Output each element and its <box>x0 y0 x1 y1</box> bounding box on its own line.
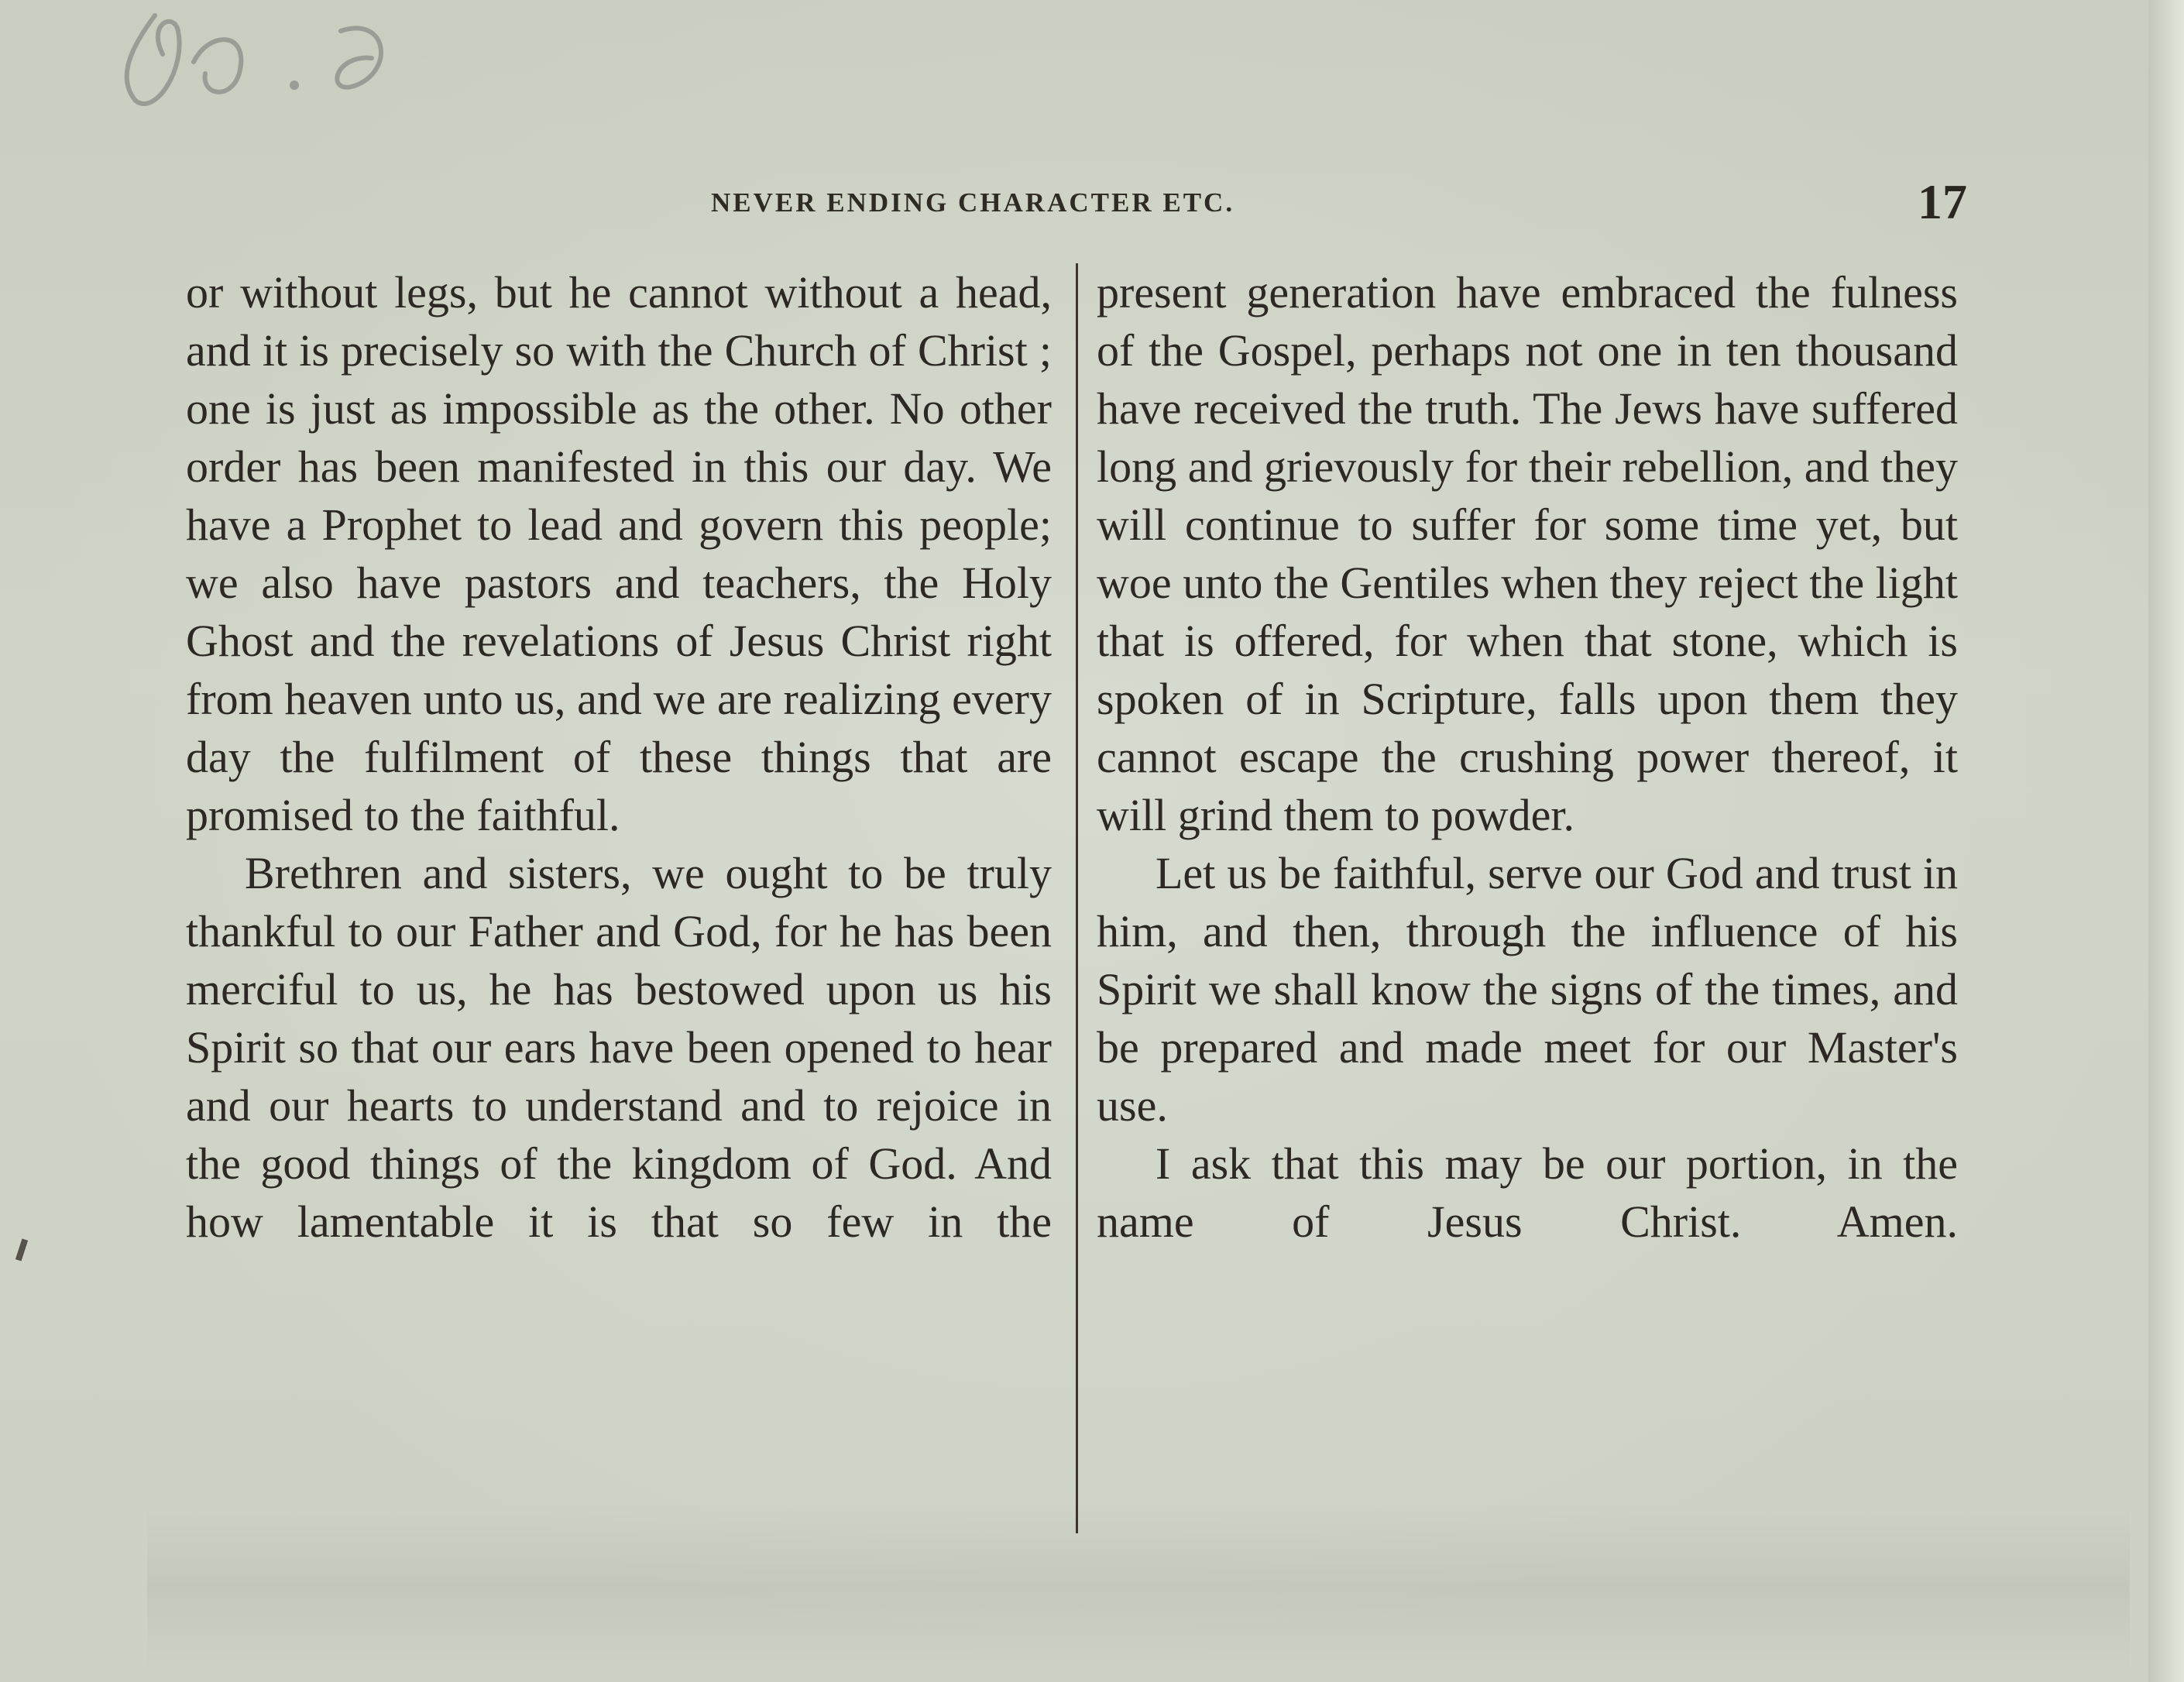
pencil-annotation-icon <box>62 0 418 116</box>
adjacent-page-edge <box>2148 0 2184 1682</box>
page-header <box>186 174 1967 239</box>
left-column <box>186 263 1052 1251</box>
show-through-shadow <box>147 1502 2130 1673</box>
left-paragraph-2: Brethren and sisters, we ought to be truly thankful to our Father and God, for he has been merciful to us, he has bestowed upon us his Spirit so that our ears have been opened to hear and our hearts to understand and to rejoice in the good things of the kingdom of God. And how lamentable it is that so few in the <box>186 848 1052 1247</box>
right-paragraph-3: I ask that this may be our portion, in the name of Jesus Christ. Amen. <box>1097 1138 1958 1247</box>
page-number: 17 <box>1918 174 1967 229</box>
margin-mark <box>15 1238 28 1261</box>
right-column <box>1097 263 1958 1251</box>
running-title: NEVER ENDING CHARACTER ETC. <box>711 187 1235 218</box>
right-paragraph-2: Let us be faithful, serve our God and trust in him, and then, through the influence of his Spirit we shall know the signs of the times, and be prepared and made meet for our Master's use. <box>1097 848 1958 1131</box>
column-divider <box>1076 263 1078 1533</box>
left-paragraph-1: or without legs, but he cannot without a head, and it is precisely so with the Church of Christ ; one is just as impossible as the other. No other order has been manifested in this our day. We have a Prophet to lead and govern this people; we also have pastors and teachers, the Holy Ghost and the revelations of Jesus Christ right from heaven unto us, and we are realizing every day the fulfilment of these things that are promised to the faithful. <box>186 267 1052 840</box>
right-paragraph-1: present generation have embraced the fulness of the Gospel, perhaps not one in ten thousand have received the truth. The Jews have suffered long and grievously for their rebellion, and they will continue to suffer for some time yet, but woe unto the Gentiles when they reject the light that is offered, for when that stone, which is spoken of in Scripture, falls upon them they cannot escape the crushing power thereof, it will grind them to powder. <box>1097 267 1958 840</box>
